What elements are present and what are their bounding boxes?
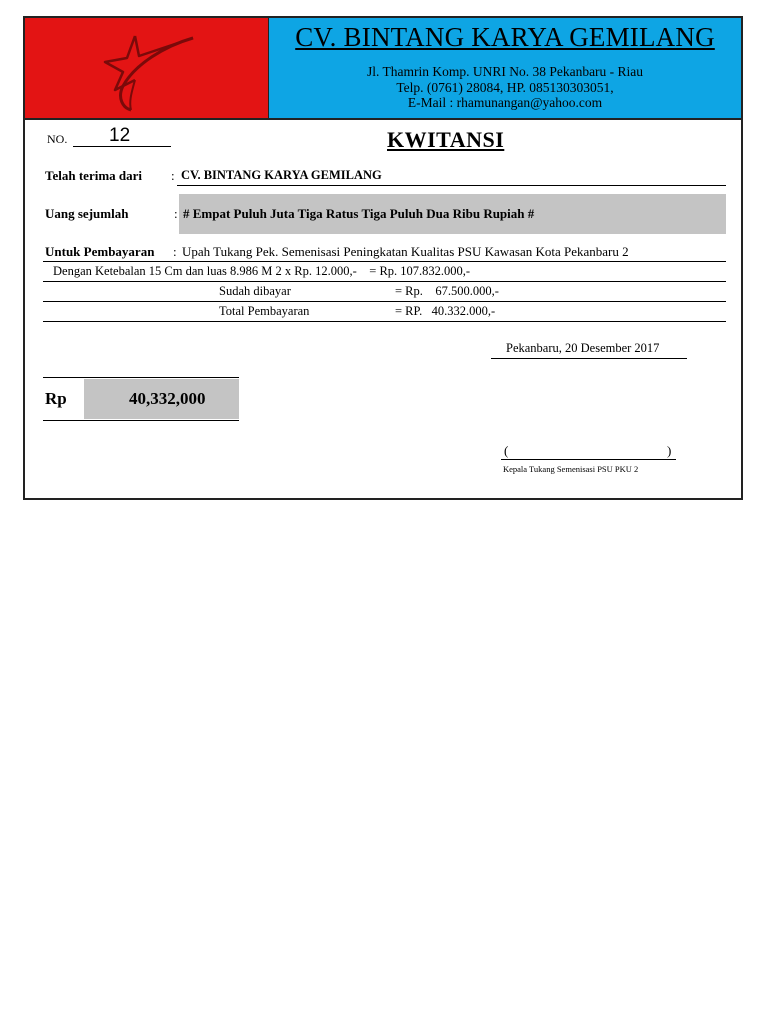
payment-purpose-colon: : xyxy=(173,244,177,259)
date-underline xyxy=(491,358,687,359)
divider xyxy=(43,261,726,262)
divider xyxy=(43,321,726,322)
currency-label: Rp xyxy=(45,389,67,408)
signatory-title: Kepala Tukang Semenisasi PSU PKU 2 xyxy=(503,464,639,474)
receipt-title: KWITANSI xyxy=(387,127,505,152)
amount-figure: 40,332,000 xyxy=(129,389,206,408)
total-label: Total Pembayaran xyxy=(219,304,310,318)
receipt-document xyxy=(23,16,743,500)
received-from-label: Telah terima dari xyxy=(45,168,143,183)
company-email: E-Mail : rhamunangan@yahoo.com xyxy=(407,95,603,110)
amount-box-top-rule xyxy=(43,377,239,378)
company-name: CV. BINTANG KARYA GEMILANG xyxy=(295,22,715,52)
letterhead xyxy=(25,18,741,120)
star-swoosh-logo-icon xyxy=(65,24,225,114)
divider xyxy=(43,281,726,282)
receipt-number-underline xyxy=(73,146,171,147)
logo-panel xyxy=(25,18,269,118)
received-from-colon: : xyxy=(171,168,175,183)
signature-open-paren: ( xyxy=(504,443,509,458)
divider xyxy=(43,301,726,302)
paid-label: Sudah dibayar xyxy=(219,284,291,298)
receipt-number-label: NO. xyxy=(47,132,68,146)
signature-line xyxy=(501,459,676,460)
place-date: Pekanbaru, 20 Desember 2017 xyxy=(506,341,660,355)
received-from-underline xyxy=(177,185,726,186)
company-panel xyxy=(269,18,741,118)
amount-label: Uang sejumlah xyxy=(45,206,129,221)
signature-close-paren: ) xyxy=(667,443,672,458)
company-contact xyxy=(269,64,741,111)
receipt-number: 12 xyxy=(109,125,131,146)
amount-box-bottom-rule xyxy=(43,420,239,421)
payment-purpose-label: Untuk Pembayaran xyxy=(45,244,155,259)
total-amount: = RP. 40.332.000,- xyxy=(395,304,496,318)
paid-amount: = Rp. 67.500.000,- xyxy=(395,284,499,298)
company-phone: Telp. (0761) 28084, HP. 085130303051, xyxy=(396,79,614,95)
received-from-value: CV. BINTANG KARYA GEMILANG xyxy=(181,168,382,182)
company-address: Jl. Thamrin Komp. UNRI No. 38 Pekanbaru - Riau xyxy=(366,64,644,79)
amount-in-words: # Empat Puluh Juta Tiga Ratus Tiga Puluh Dua Ribu Rupiah # xyxy=(183,206,535,221)
amount-colon: : xyxy=(174,206,178,221)
work-detail: Dengan Ketebalan 15 Cm dan luas 8.986 M 2 x Rp. 12.000,- = Rp. 107.832.000,- xyxy=(53,264,471,278)
payment-purpose-value: Upah Tukang Pek. Semenisasi Peningkatan Kualitas PSU Kawasan Kota Pekanbaru 2 xyxy=(182,244,629,259)
